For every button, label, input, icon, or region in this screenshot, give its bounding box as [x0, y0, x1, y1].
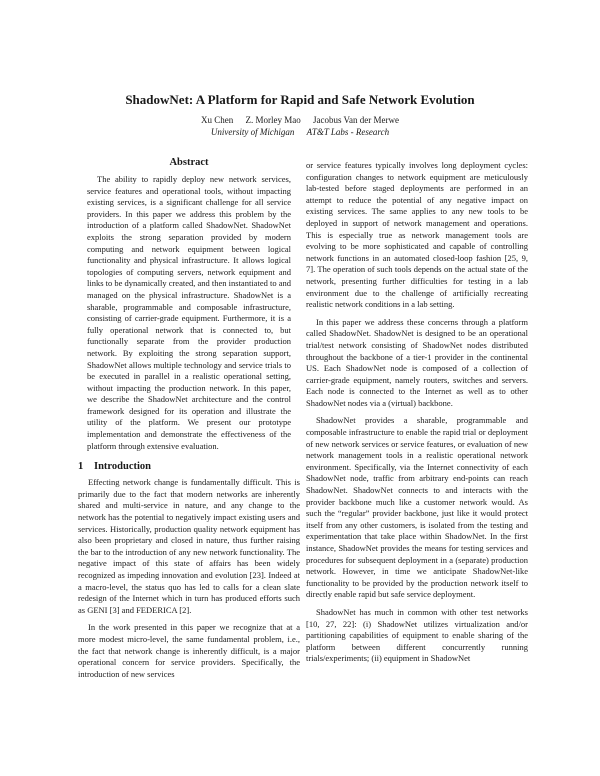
- section-heading-introduction: [78, 460, 300, 474]
- body-paragraph: or service features typically involves long deployment cycles: configuration changes to network equipment are meticulously lab-tested before staged deployments are performed in an attempt to reduce the potential of any negative impact on existing services. The same applies to any new tools to be deployed in support of network management and operations. This is especially true as network management tools are evolving to be more sophisticated and capable of controlling network functions in an automated closed-loop fashion [25, 9, 7]. The operation of such tools depends on the actual state of the network, presenting further difficulties for testing in a lab environment due to the challenge of artificially recreating realistic network conditions in a lab setting.: [306, 160, 528, 310]
- abstract-text: The ability to rapidly deploy new network services, service features and operational tools, without impacting existing services, is a significant challenge for all service providers. In this paper we address this problem by the introduction of a platform called ShadowNet. ShadowNet exploits the strong separation provided by modern computing and network equipment between logical functionality and physical infrastructure. It allows logical topologies of computing servers, network equipment and links to be dynamically created, and then instantiated to and managed on the physical infrastructure. ShadowNet is a sharable, programmable and composable infrastructure, consisting of carrier-grade equipment. Furthermore, it is a fully operational network that is connected to, but functionally separate from the provider production network. By exploiting the strong separation support, ShadowNet allows multiple technology and service trials to be executed in parallel in a realistic operational setting, without impacting the production network. In this paper, we describe the ShadowNet architecture and the control framework designed for its operation and illustrate the utility of the platform. We present our prototype implementation and demonstrate the effectiveness of the platform through extensive evaluation.: [87, 174, 291, 451]
- body-paragraph: In the work presented in this paper we recognize that at a more modest micro-level, the same fundamental problem, i.e., the fact that network change is inherently difficult, is a major operational concern for service providers. Specifically, the introduction of new services: [78, 622, 300, 679]
- body-paragraph: ShadowNet has much in common with other test networks [10, 27, 22]: (i) ShadowNet utilizes virtualization and/or partitioning capabilities of equipment to enable sharing of the platform between different concurrently running trials/experiments; (ii) equipment in ShadowNet: [306, 606, 528, 664]
- author-list: [60, 114, 540, 126]
- paper-title: ShadowNet: A Platform for Rapid and Safe Network Evolution: [125, 92, 475, 107]
- right-column: [306, 160, 528, 671]
- author-name: Xu Chen: [200, 115, 234, 125]
- affiliation: University of Michigan: [210, 127, 295, 137]
- affiliation: AT&T Labs - Research: [306, 127, 390, 137]
- body-paragraph: Effecting network change is fundamentally difficult. This is primarily due to the fact that modern networks are inherently shared and multi-service in nature, and any change to the network has the potential to negatively impact existing users and services. Historically, production quality network equipment has also been proprietary and closed in nature, thus further raising the bar to the introduction of any new network functionality. The negative impact of this state of affairs has been widely recognized as impeding innovation and evolution [23]. Indeed at a macro-level, the status quo has led to calls for a clean slate redesign of the Internet which in turn has produced efforts such as GENI [3] and FEDERICA [2].: [78, 477, 300, 615]
- body-paragraph: ShadowNet provides a sharable, programmable and composable infrastructure to enable the rapid trial or deployment of new network services or service features, or evaluation of new network management tools in a realistic operational network environment. Specifically, via the Internet connectivity of each ShadowNet node, traffic from arbitrary end-points can reach ShadowNet. ShadowNet connects to and interacts with the provider backbone much like a customer network would. As such the “regular” provider backbone, just like it would protect itself from any other customers, is isolated from the testing and experimentation that take place within ShadowNet. In the first instance, ShadowNet provides the means for testing services and procedures for subsequent deployment in a (separate) production network. However, in time we anticipate ShadowNet-like functionality to be provided by the production network itself to directly enable rapid but safe service deployment.: [306, 415, 528, 600]
- left-column: [78, 156, 300, 686]
- abstract-section: [78, 156, 300, 452]
- affiliation-list: [60, 126, 540, 138]
- author-name: Z. Morley Mao: [245, 115, 301, 125]
- author-name: Jacobus Van der Merwe: [312, 115, 400, 125]
- abstract-heading: Abstract: [169, 157, 209, 168]
- body-paragraph: In this paper we address these concerns through a platform called ShadowNet. ShadowNet is designed to be an operational trial/test network consisting of ShadowNet nodes distributed throughout the backbone of a tier-1 provider in the continental US. Each ShadowNet node is composed of a collection of carrier-grade equipment, namely routers, switches and servers. Each node is connected to the Internet as well as to other ShadowNet nodes via a (virtual) backbone.: [306, 316, 528, 408]
- section-title: Introduction: [94, 461, 151, 473]
- section-number: 1: [78, 461, 84, 473]
